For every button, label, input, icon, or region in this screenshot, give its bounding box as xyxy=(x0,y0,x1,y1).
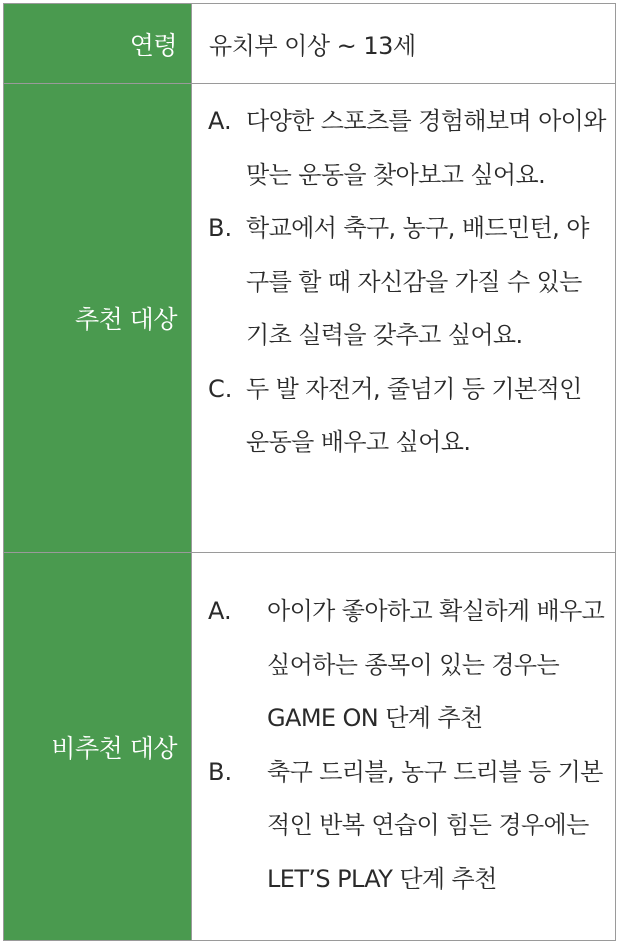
recommended-label: 추천 대상 xyxy=(4,84,191,552)
recommended-cell xyxy=(191,84,615,552)
list-marker: A. xyxy=(208,107,232,135)
list-item xyxy=(208,202,607,363)
list-text: 학교에서 축구, 농구, 배드민턴, 야구를 할 때 자신감을 가질 수 있는 기초 실력을 갖추고 싶어요. xyxy=(246,214,589,349)
not-recommended-label: 비추천 대상 xyxy=(4,553,191,940)
list-item xyxy=(208,363,607,470)
list-item xyxy=(208,585,607,746)
list-marker: B. xyxy=(208,757,233,786)
list-item xyxy=(208,95,607,202)
row-recommended xyxy=(4,83,615,552)
recommended-list xyxy=(208,95,607,470)
list-marker: B. xyxy=(208,214,233,242)
list-marker: A. xyxy=(208,597,232,625)
list-text: 축구 드리블, 농구 드리블 등 기본적인 반복 연습이 힘든 경우에는 LET’S PLAY 단계 추천 xyxy=(267,757,603,893)
list-text: 두 발 자전거, 줄넘기 등 기본적인 운동을 배우고 싶어요. xyxy=(246,374,582,456)
row-age xyxy=(4,4,615,83)
age-label: 연령 xyxy=(4,4,191,83)
list-item xyxy=(208,746,607,907)
row-not-recommended xyxy=(4,552,615,940)
program-info-table xyxy=(3,3,616,941)
list-marker: C. xyxy=(208,374,233,403)
not-recommended-cell xyxy=(191,553,615,940)
age-value: 유치부 이상 ~ 13세 xyxy=(191,4,615,83)
list-text: 다양한 스포츠를 경험해보며 아이와 맞는 운동을 찾아보고 싶어요. xyxy=(246,107,606,189)
not-recommended-list xyxy=(208,585,607,906)
list-text: 아이가 좋아하고 확실하게 배우고 싶어하는 종목이 있는 경우는 GAME ON 단계 추천 xyxy=(267,597,605,732)
